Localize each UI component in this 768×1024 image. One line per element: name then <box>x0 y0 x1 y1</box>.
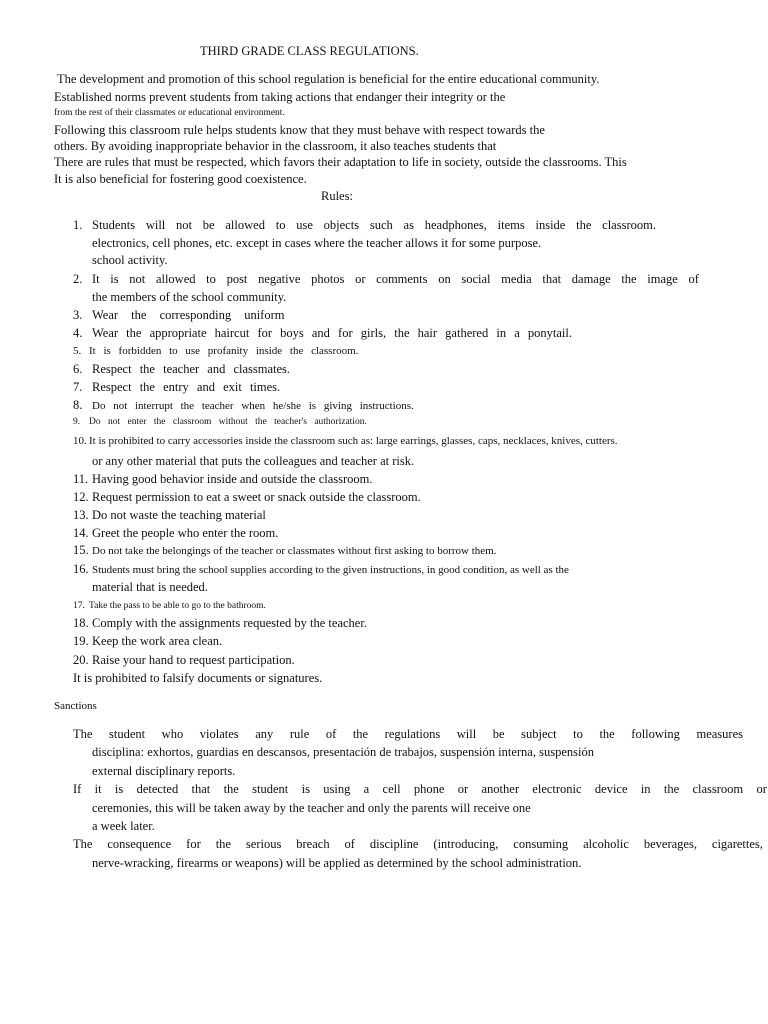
word: to <box>275 218 286 232</box>
rule-text: It is forbidden to use profanity inside the classroom. <box>89 345 359 357</box>
word: (introducing, <box>433 837 499 851</box>
word: is <box>110 272 119 286</box>
rule-number: 7. <box>73 380 83 394</box>
rule-text: Take the pass to be able to go to the bathroom. <box>89 601 266 611</box>
rule-text: Wear the appropriate haircut for boys and for girls, the hair gathered in a ponytail. <box>92 326 572 340</box>
rule-text: Wear the corresponding uniform <box>92 308 285 322</box>
word: the <box>352 727 369 741</box>
word: classroom <box>692 782 744 796</box>
word: is <box>114 782 124 796</box>
word: The <box>73 837 93 851</box>
sanction-line-justified <box>73 782 767 797</box>
word: to <box>573 727 583 741</box>
word: be <box>492 727 505 741</box>
word: will <box>456 727 477 741</box>
word: beverages, <box>643 837 697 851</box>
word: cell <box>382 782 401 796</box>
word: not <box>129 272 146 286</box>
sanction-line: nerve-wracking, firearms or weapons) will be applied as determined by the school administration. <box>92 856 582 870</box>
rule-text: the members of the school community. <box>92 290 287 304</box>
word: phone <box>413 782 445 796</box>
rule-text: or any other material that puts the colleagues and teacher at risk. <box>92 454 415 468</box>
rule-number: 20. <box>73 653 89 667</box>
word: use <box>296 218 313 232</box>
word: for <box>186 837 201 851</box>
word: consuming <box>513 837 569 851</box>
word: discipline <box>369 837 419 851</box>
word: another <box>481 782 519 796</box>
word: on <box>438 272 451 286</box>
word: the <box>621 272 637 286</box>
rule-text <box>92 272 699 287</box>
rule-text: Having good behavior inside and outside the classroom. <box>92 472 373 486</box>
rule-text: It is prohibited to carry accessories inside the classroom such as: large earrings, glasses, caps, necklaces, knives, cutters. <box>89 435 618 447</box>
word: or <box>457 782 469 796</box>
rules-heading: Rules: <box>321 189 353 203</box>
word: violates <box>199 727 239 741</box>
rule-number: 16. <box>73 562 89 576</box>
intro-line: There are rules that must be respected, which favors their adaptation to life in society, outside the classrooms. This <box>54 155 627 169</box>
word: be <box>202 218 215 232</box>
word: or <box>355 272 366 286</box>
rule-number: 19. <box>73 634 89 648</box>
sanction-line: ceremonies, this will be taken away by the teacher and only the parents will receive one <box>92 801 531 815</box>
rule-number: 4. <box>73 326 83 340</box>
word: photos <box>311 272 345 286</box>
rule-number: 3. <box>73 308 83 322</box>
rule-text: Students must bring the school supplies according to the given instructions, in good condition, as well as the <box>92 564 569 576</box>
word: that <box>542 272 562 286</box>
intro-line: It is also beneficial for fostering good coexistence. <box>54 172 307 186</box>
word: allowed <box>225 218 265 232</box>
rule-number: 12. <box>73 490 89 504</box>
word: damage <box>571 272 611 286</box>
sanction-line-justified <box>73 727 743 742</box>
word: cigarettes, <box>711 837 763 851</box>
word: social <box>461 272 491 286</box>
word: not <box>176 218 193 232</box>
rule-text <box>92 218 656 233</box>
word: measures <box>696 727 743 741</box>
word: detected <box>136 782 179 796</box>
word: subject <box>521 727 557 741</box>
word: a <box>363 782 370 796</box>
word: who <box>161 727 184 741</box>
sanction-line: a week later. <box>92 819 155 833</box>
rule-number: 9. <box>73 417 81 427</box>
rule-text: school activity. <box>92 253 168 267</box>
rule-text: Request permission to eat a sweet or snack outside the classroom. <box>92 490 421 504</box>
word: student <box>109 727 146 741</box>
intro-line: from the rest of their classmates or educational environment. <box>54 108 285 118</box>
word: following <box>631 727 680 741</box>
word: objects <box>323 218 360 232</box>
rule-number: 1. <box>73 218 83 232</box>
word: will <box>145 218 166 232</box>
intro-line: The development and promotion of this school regulation is beneficial for the entire educational community. <box>57 72 600 86</box>
word: any <box>255 727 274 741</box>
word: breach <box>296 837 330 851</box>
word: negative <box>258 272 301 286</box>
word: regulations <box>384 727 441 741</box>
rule-text: Do not waste the teaching material <box>92 508 266 522</box>
rule-text: Raise your hand to request participation. <box>92 653 295 667</box>
word: classroom. <box>602 218 656 232</box>
word: allowed <box>155 272 196 286</box>
rule-text: Comply with the assignments requested by the teacher. <box>92 616 367 630</box>
sanction-line: external disciplinary reports. <box>92 764 236 778</box>
word: comments <box>376 272 428 286</box>
rule-text: Keep the work area clean. <box>92 634 223 648</box>
sanctions-heading: Sanctions <box>54 700 97 712</box>
word: consequence <box>107 837 172 851</box>
rule-text: Respect the entry and exit times. <box>92 380 281 394</box>
rule-number: 5. <box>73 345 82 357</box>
rule-number: 6. <box>73 362 83 376</box>
rule-text: Respect the teacher and classmates. <box>92 362 291 376</box>
word: the <box>599 727 615 741</box>
word: or <box>756 782 767 796</box>
word: The <box>73 727 93 741</box>
rule-number: 18. <box>73 616 89 630</box>
word: as <box>403 218 414 232</box>
rule-number: 2. <box>73 272 83 286</box>
word: device <box>594 782 628 796</box>
word: to <box>206 272 216 286</box>
word: of <box>344 837 355 851</box>
word: such <box>369 218 393 232</box>
rule-number: 17. <box>73 601 85 611</box>
rule-text: Do not interrupt the teacher when he/she is giving instructions. <box>92 400 414 412</box>
word: that <box>191 782 211 796</box>
rule-text: Greet the people who enter the room. <box>92 526 279 540</box>
word: headphones, <box>424 218 487 232</box>
word: items <box>497 218 525 232</box>
word: media <box>501 272 532 286</box>
word: of <box>325 727 337 741</box>
sanction-line-justified <box>73 837 763 852</box>
word: alcoholic <box>583 837 629 851</box>
word: of <box>688 272 699 286</box>
word: post <box>226 272 248 286</box>
word: If <box>73 782 82 796</box>
rule-number: 11. <box>73 472 89 486</box>
word: is <box>301 782 310 796</box>
word: inside <box>535 218 566 232</box>
word: It <box>92 272 100 286</box>
word: the <box>663 782 680 796</box>
rule-text: material that is needed. <box>92 580 208 594</box>
intro-line: others. By avoiding inappropriate behavior in the classroom, it also teaches students that <box>54 139 497 153</box>
rule-number: 15. <box>73 543 89 557</box>
rule-text: electronics, cell phones, etc. except in cases where the teacher allows it for some purpose. <box>92 236 542 250</box>
page-title: THIRD GRADE CLASS REGULATIONS. <box>200 44 419 58</box>
word: the <box>576 218 592 232</box>
rule-number: 10. <box>73 435 87 447</box>
word: the <box>223 782 239 796</box>
rule-number: 14. <box>73 526 89 540</box>
word: Students <box>92 218 136 232</box>
word: student <box>252 782 289 796</box>
rule-number: 13. <box>73 508 89 522</box>
rule-text: Do not take the belongings of the teacher or classmates without first asking to borrow them. <box>92 545 497 557</box>
intro-line: Following this classroom rule helps students know that they must behave with respect towards the <box>54 123 545 137</box>
word: electronic <box>532 782 582 796</box>
word: rule <box>289 727 310 741</box>
word: serious <box>245 837 282 851</box>
extra-rule: It is prohibited to falsify documents or signatures. <box>73 671 323 685</box>
word: the <box>215 837 231 851</box>
word: it <box>94 782 102 796</box>
rule-number: 8. <box>73 398 83 412</box>
word: using <box>323 782 351 796</box>
rule-text: Do not enter the classroom without the teacher's authorization. <box>89 417 367 427</box>
word: image <box>647 272 678 286</box>
intro-line: Established norms prevent students from taking actions that endanger their integrity or the <box>54 90 506 104</box>
sanction-line: disciplina: exhortos, guardias en descansos, presentación de trabajos, suspensión interna, suspensión <box>92 745 594 759</box>
word: in <box>640 782 651 796</box>
